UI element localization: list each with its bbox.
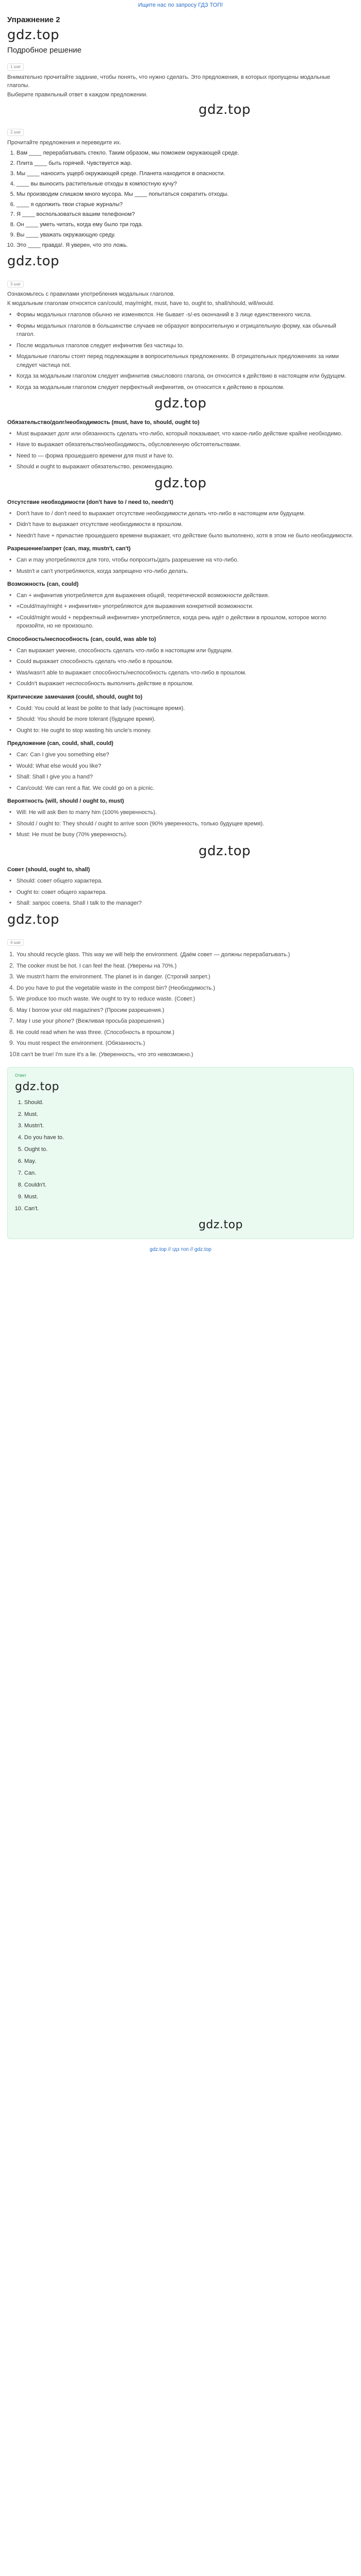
- section-item: • Didn't have to выражает отсутствие необходимости в прошлом.: [9, 520, 354, 529]
- bullet-dot: •: [9, 751, 12, 758]
- section-item: • Needn't have + причастие прошедшего времени выражает, что действие было выполнено, хотя в этом не было необходимости.: [9, 532, 354, 540]
- section-item: • Can и may употребляются для того, чтобы попросить/дать разрешение на что-либо.: [9, 556, 354, 565]
- section-item: • Could выражает способность сделать что-либо в прошлом.: [9, 657, 354, 666]
- list-item: 3. Mustn't.: [24, 1122, 346, 1130]
- translate-title: Прочитайте предложения и переведите их.: [7, 139, 122, 146]
- footer[interactable]: gdz.top // гдз топ // gdz.top: [150, 1246, 211, 1252]
- step-tag: 2 шаг: [7, 129, 24, 136]
- section-item: • Mustn't и can't употребляются, когда запрещено что-либо делать.: [9, 567, 354, 576]
- bullet-dot: 5.: [9, 995, 15, 1003]
- rules-intro: К модальным глаголам относятся can/could, may/might, must, have to, ought to, shall/should, will/would.: [7, 300, 274, 307]
- watermark: gdz.top: [198, 843, 251, 859]
- bullet-dot: 9.: [9, 1039, 15, 1047]
- answer-box: [7, 1067, 354, 1239]
- section-heading: Обязательство/долг/необходимость (must, have to, should, ought to): [7, 419, 200, 426]
- bullet-dot: •: [9, 726, 12, 734]
- bullet-dot: •: [9, 784, 12, 791]
- section-item: • Should / ought to: They should / ought to arrive soon (90% уверенность, только будущее время).: [9, 820, 354, 828]
- explanation-item: 1. You should recycle glass. This way we will help the environment. (Даём совет — должны перерабатывать.): [9, 951, 354, 959]
- list-item: 8. Он ____ уметь читать, когда ему было три года.: [17, 221, 354, 229]
- bullet-dot: •: [9, 352, 12, 360]
- section-item: • Shall: Shall I give you a hand?: [9, 773, 354, 782]
- watermark: gdz.top: [198, 1218, 243, 1231]
- bullet-dot: •: [9, 321, 12, 329]
- bullet-dot: 7.: [9, 1017, 15, 1025]
- list-item: 7. Can.: [24, 1170, 346, 1178]
- bullet-dot: •: [9, 680, 12, 687]
- section-item: • Can/could: We can rent a flat. We could go on a picnic.: [9, 784, 354, 793]
- step-tag: 4 шаг: [7, 939, 24, 946]
- bullet-dot: •: [9, 372, 12, 380]
- list-item: 10. Can't.: [24, 1205, 346, 1213]
- rule-item: • Формы модальных глаголов в большинстве случаев не образуют вопросительную и отрицательную форму, как обычный глагол.: [9, 322, 354, 339]
- section-item: • Was/wasn't able to выражает способность/неспособность сделать что-либо в прошлом.: [9, 669, 354, 677]
- answer-list: [15, 1099, 346, 1213]
- list-item: 3. Мы ____ наносить ущерб окружающей среде. Планета находится в опасности.: [17, 170, 354, 178]
- step-4: [7, 936, 354, 1059]
- section-heading: Разрешение/запрет (can, may, mustn't, can't): [7, 546, 131, 552]
- bullet-dot: •: [9, 668, 12, 676]
- step-tag: 3 шаг: [7, 281, 24, 288]
- section-heading: Предложение (can, could, shall, could): [7, 740, 113, 747]
- section-heading: Возможность (can, could): [7, 581, 79, 588]
- bullet-dot: •: [9, 646, 12, 654]
- section-item: • Couldn't выражает неспособность выполнить действие в прошлом.: [9, 680, 354, 688]
- step-tag: 1 шаг: [7, 63, 24, 71]
- task-instruction: Выберите правильный ответ в каждом предложении.: [7, 91, 148, 98]
- list-item: 4. ____ вы выносить растительные отходы в компостную кучу?: [17, 180, 354, 189]
- bullet-dot: •: [9, 877, 12, 885]
- bullet-dot: •: [9, 591, 12, 599]
- bullet-dot: 10.: [9, 1050, 18, 1058]
- explanation-item: 8. He could read when he was three. (Способность в прошлом.): [9, 1028, 354, 1037]
- section-item: • Don't have to / don't need to выражает отсутствие необходимости делать что-либо в настоящем или будущем.: [9, 510, 354, 518]
- list-item: 9. Вы ____ уважать окружающую среду.: [17, 231, 354, 240]
- rule-item: • Модальные глаголы стоят перед подлежащим в вопросительных предложениях. В отрицательных предложениях за ними следует частица not.: [9, 352, 354, 369]
- watermark: gdz.top: [198, 101, 251, 117]
- bullet-dot: •: [9, 311, 12, 318]
- list-item: 7. Я ____ воспользоваться вашим телефоном?: [17, 211, 354, 219]
- explanation-item: 4. Do you have to put the vegetable waste in the compost bin? (Необходимость.): [9, 984, 354, 993]
- bullet-dot: •: [9, 899, 12, 907]
- bullet-dot: 3.: [9, 973, 15, 980]
- explanation-item: 2. The cooker must be hot. I can feel the heat. (Уверены на 70%.): [9, 962, 354, 971]
- step-1: [7, 60, 354, 120]
- bullet-dot: •: [9, 567, 12, 574]
- bullet-dot: •: [9, 888, 12, 895]
- section-item: • Need to — форма прошедшего времени для must и have to.: [9, 452, 354, 461]
- sentence-list: [7, 149, 354, 250]
- bullet-dot: •: [9, 704, 12, 711]
- list-item: 1. Should.: [24, 1099, 346, 1107]
- bullet-dot: •: [9, 831, 12, 838]
- list-item: 4. Do you have to.: [24, 1134, 346, 1142]
- section-item: • Ought to: совет общего характера.: [9, 888, 354, 897]
- watermark: gdz.top: [7, 911, 60, 927]
- page: [0, 0, 361, 1264]
- watermark: gdz.top: [7, 253, 60, 269]
- watermark: gdz.top: [154, 475, 207, 491]
- section-heading: Критические замечания (could, should, ought to): [7, 693, 142, 700]
- explanation-item: 10. It can't be true! I'm sure it's a lie. (Уверенность, что это невозможно.): [9, 1050, 354, 1059]
- bullet-dot: •: [9, 440, 12, 448]
- bullet-dot: •: [9, 657, 12, 665]
- bullet-dot: •: [9, 520, 12, 528]
- bullet-dot: •: [9, 341, 12, 349]
- bullet-dot: •: [9, 556, 12, 564]
- bullet-dot: •: [9, 509, 12, 517]
- list-item: 8. Couldn't.: [24, 1181, 346, 1190]
- explanation-item: 9. You must respect the environment. (Обязанность.): [9, 1039, 354, 1048]
- bullet-dot: •: [9, 808, 12, 816]
- section-item: • «Could/may/might + инфинитив» употребляются для выражения конкретной возможности.: [9, 602, 354, 611]
- section-item: • «Could/might would + перфектный инфинитив» употребляется, когда речь идёт о действии в прошлом, которое могло произойти, но не произошло.: [9, 614, 354, 631]
- bullet-dot: •: [9, 429, 12, 437]
- explanation-item: 7. May I use your phone? (Вежливая просьба разрешения.): [9, 1017, 354, 1026]
- section-heading: Вероятность (will, should / ought to, must): [7, 798, 124, 805]
- task-intro: Внимательно прочитайте задание, чтобы понять, что нужно сделать. Это предложения, в которых пропущены модальные глаголы.: [7, 74, 331, 89]
- rule-item: • Когда за модальным глаголом следует инфинитив смыслового глагола, он относится к действию в настоящем или будущем.: [9, 372, 354, 381]
- list-item: 6. ____ я одолжить твои старые журналы?: [17, 201, 354, 209]
- list-item: 5. Мы производим слишком много мусора. Мы ____ попытаться сократить отходы.: [17, 191, 354, 199]
- bullet-dot: •: [9, 602, 12, 610]
- section-heading: Отсутствие необходимости (don't have to / need to, needn't): [7, 499, 174, 505]
- list-item: 1. Вам ____ перерабатывать стекло. Таким образом, мы поможем окружающей среде.: [17, 149, 354, 158]
- bullet-dot: 4.: [9, 984, 15, 991]
- section-item: • Could: You could at least be polite to that lady (настоящее время).: [9, 704, 354, 713]
- bullet-dot: •: [9, 773, 12, 781]
- section-item: • Can + инфинитив употребляется для выражения общей, теоретической возможности действия.: [9, 591, 354, 600]
- section-item: • Ought to: He ought to stop wasting his uncle's money.: [9, 726, 354, 735]
- bullet-dot: 6.: [9, 1006, 15, 1013]
- rule-item: • Когда за модальным глаголом следует перфектный инфинитив, он относится к действию в прошлом.: [9, 383, 354, 392]
- section-item: • Must: He must be busy (70% уверенность).: [9, 831, 354, 839]
- top-banner-text[interactable]: Ищите нас по запросу ГДЗ ТОП!: [138, 2, 223, 9]
- page-subtitle: Подробное решение: [7, 46, 82, 55]
- top-banner[interactable]: [7, 0, 354, 11]
- section-item: • Can: Can I give you something else?: [9, 751, 354, 759]
- explanation-item: 5. We produce too much waste. We ought to try to reduce waste. (Совет.): [9, 995, 354, 1004]
- bullet-dot: •: [9, 383, 12, 391]
- page-title: Упражнение 2: [7, 15, 60, 24]
- bullet-dot: 1.: [9, 951, 15, 958]
- watermark: gdz.top: [15, 1080, 60, 1093]
- rule-item: • После модальных глаголов следует инфинитив без частицы to.: [9, 342, 354, 350]
- rule-sections: [7, 419, 354, 930]
- bullet-dot: •: [9, 451, 12, 459]
- list-item: 2. Must.: [24, 1111, 346, 1119]
- step-2: [7, 126, 354, 272]
- section-item: • Shall: запрос совета. Shall I talk to the manager?: [9, 899, 354, 908]
- section-item: • Would: What else would you like?: [9, 762, 354, 771]
- section-heading: Способность/неспособность (can, could, was able to): [7, 636, 156, 642]
- list-item: 5. Ought to.: [24, 1146, 346, 1154]
- bullet-dot: •: [9, 819, 12, 827]
- section-item: • Should: совет общего характера.: [9, 877, 354, 886]
- section-heading: Совет (should, ought to, shall): [7, 867, 90, 873]
- explanation-item: 6. May I borrow your old magazines? (Просим разрешения.): [9, 1006, 354, 1015]
- watermark: gdz.top: [154, 396, 207, 412]
- step-3: [7, 278, 354, 930]
- section-item: • Should: You should be more tolerant (будущее время).: [9, 715, 354, 724]
- section-item: • Must выражает долг или обязанность сделать что-либо, который показывает, что какое-либо действие крайне необходимо.: [9, 430, 354, 438]
- answer-label: Ответ: [15, 1073, 26, 1078]
- list-item: 6. May.: [24, 1158, 346, 1166]
- list-item: 2. Плита ____ быть горячей. Чувствуется жар.: [17, 160, 354, 168]
- watermark: gdz.top: [7, 27, 60, 43]
- bullet-dot: •: [9, 613, 12, 621]
- explanation-item: 3. We mustn't harm the environment. The planet is in danger. (Строгий запрет.): [9, 973, 354, 981]
- bullet-dot: •: [9, 463, 12, 470]
- bullet-dot: •: [9, 715, 12, 723]
- bullet-dot: •: [9, 761, 12, 769]
- bullet-dot: 2.: [9, 961, 15, 969]
- section-item: • Should и ought to выражают обязательство, рекомендацию.: [9, 463, 354, 471]
- rule-item: • Формы модальных глаголов обычно не изменяются. Не бывает -s/-es окончаний в 3 лице единственного числа.: [9, 311, 354, 319]
- bullet-dot: •: [9, 531, 12, 539]
- section-item: • Will: He will ask Ben to marry him (100% уверенность).: [9, 808, 354, 817]
- list-item: 10. Это ____ правда!. Я уверен, что это ложь.: [17, 242, 354, 250]
- list-item: 9. Must.: [24, 1193, 346, 1201]
- section-item: • Can выражает умение, способность сделать что-либо в настоящем или будущем.: [9, 647, 354, 655]
- section-item: • Have to выражает обязательство/необходимость, обусловленную обстоятельствами.: [9, 440, 354, 449]
- bullet-dot: 8.: [9, 1028, 15, 1036]
- rules-title: Ознакомьтесь с правилами употребления модальных глаголов.: [7, 291, 175, 298]
